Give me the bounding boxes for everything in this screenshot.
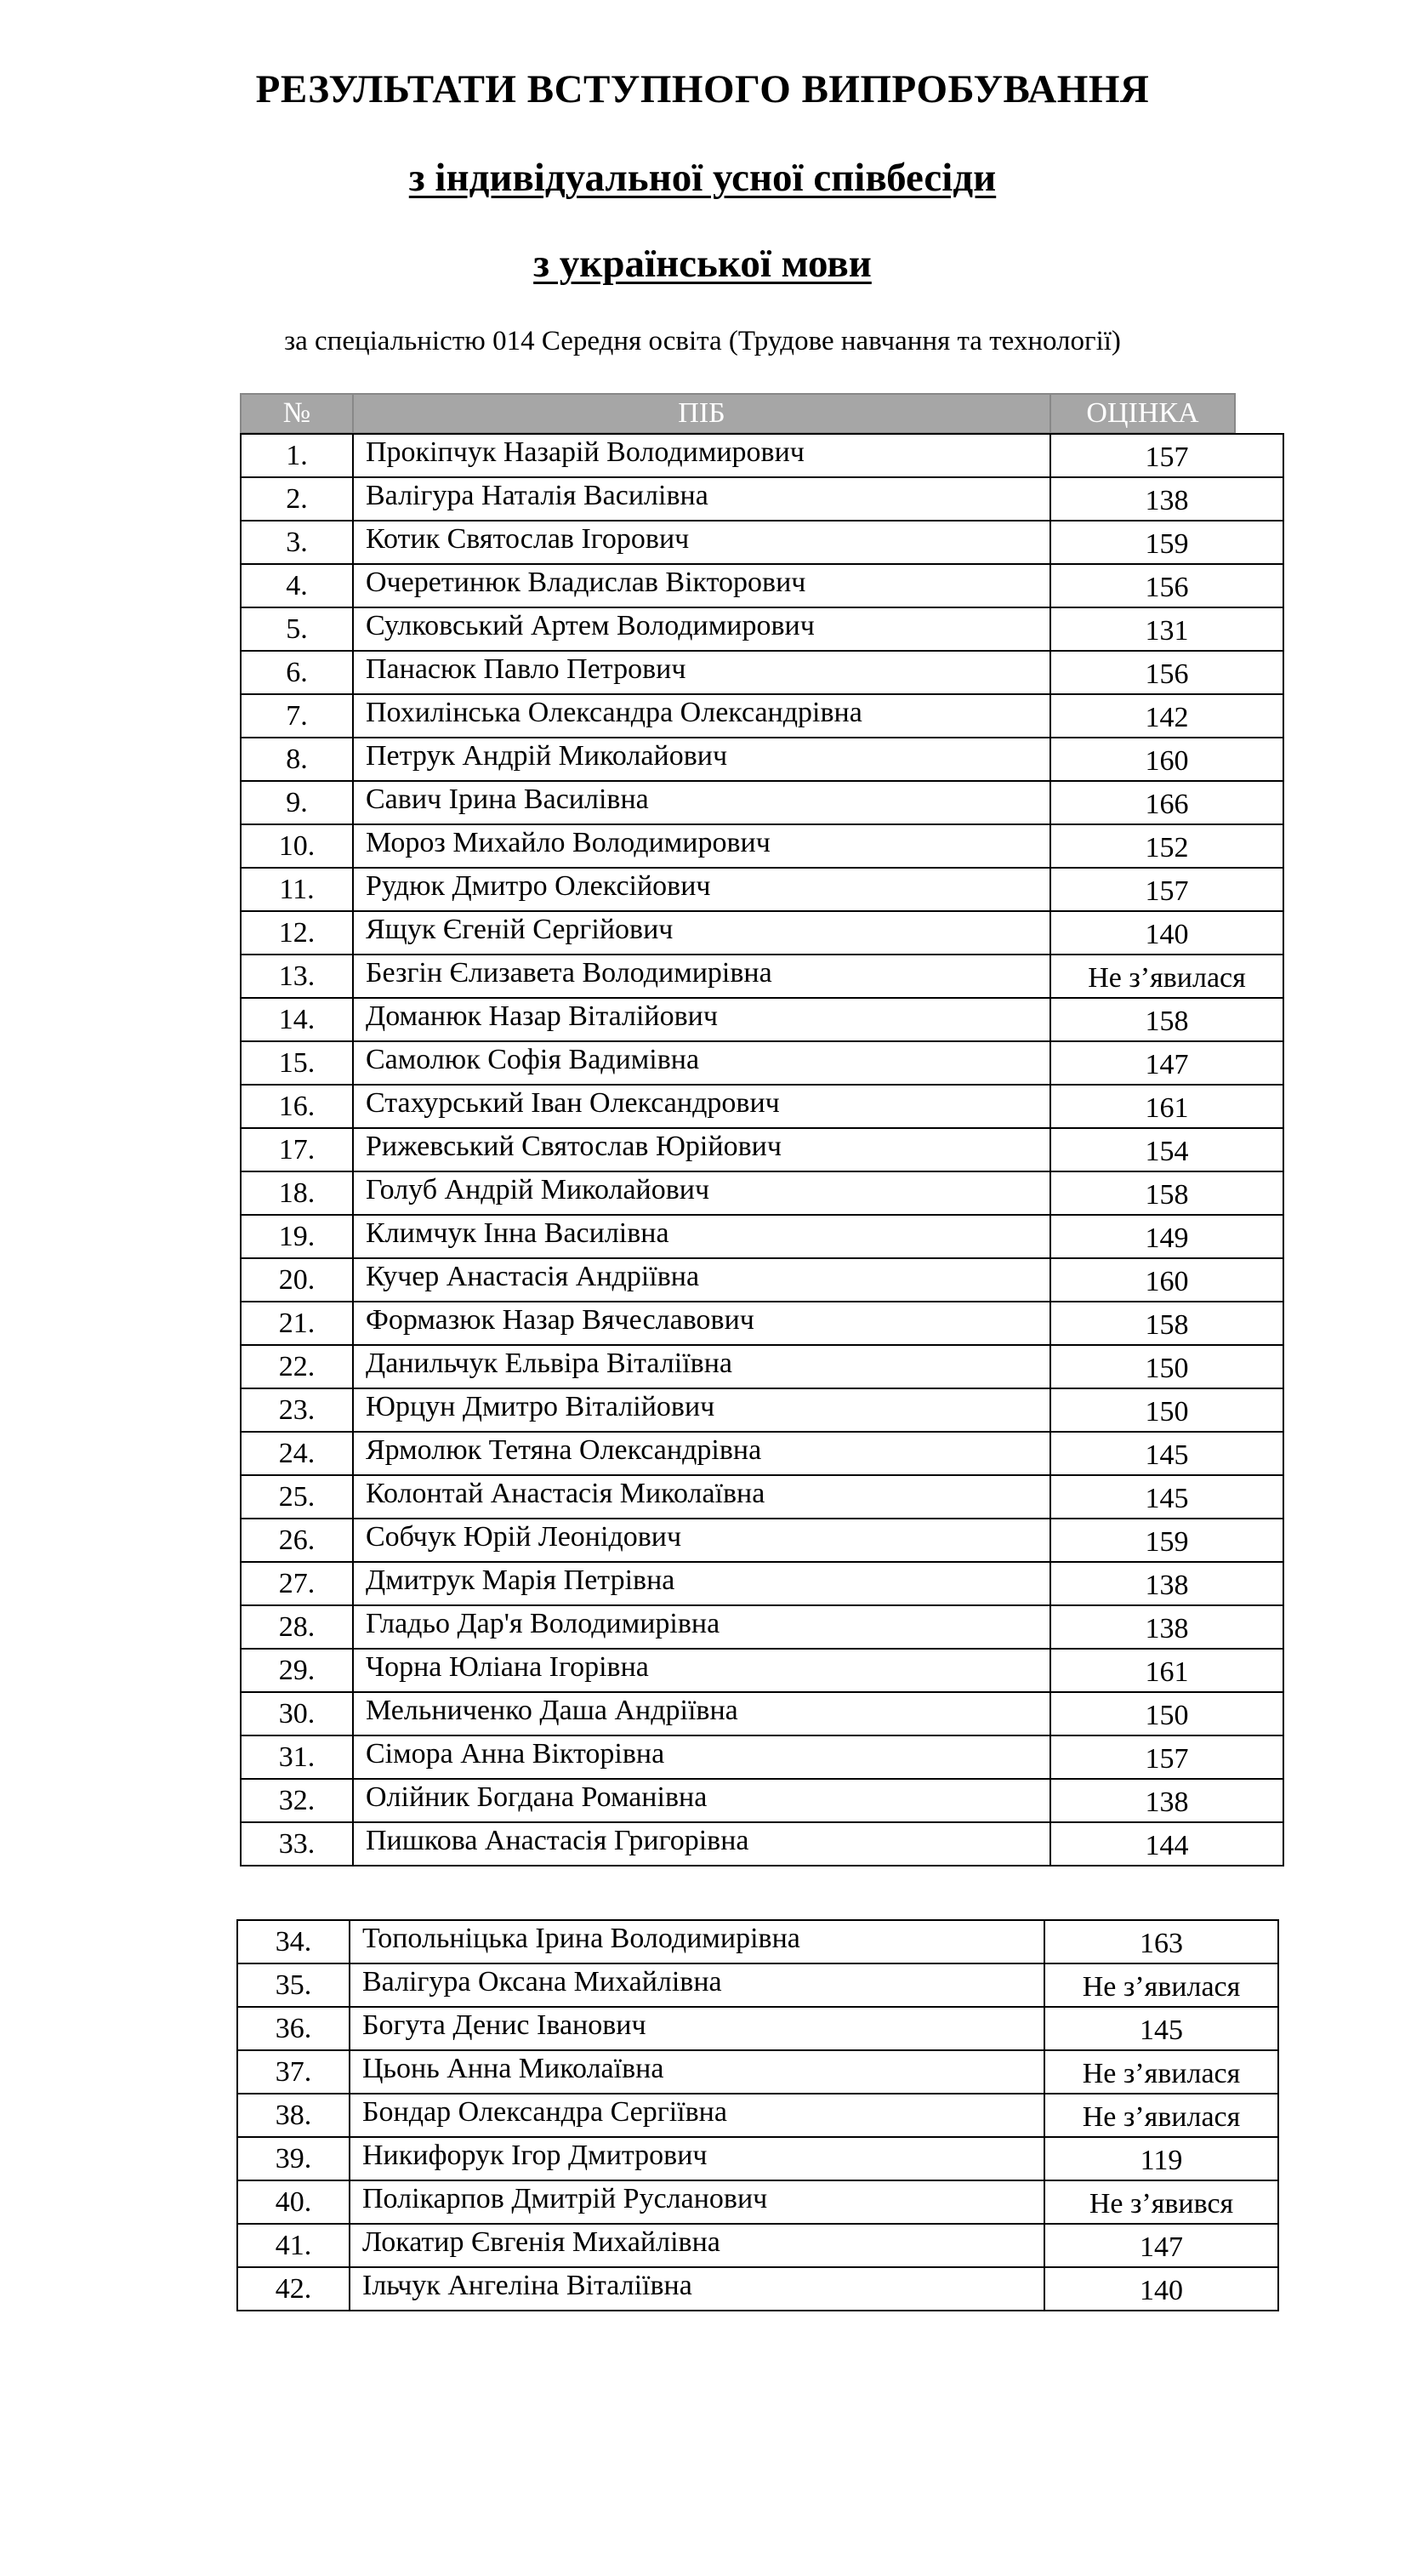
cell-score: 156 xyxy=(1050,651,1283,694)
header-num: № xyxy=(241,394,353,433)
table-row xyxy=(241,477,1283,521)
cell-num: 23. xyxy=(241,1388,353,1432)
cell-num: 41. xyxy=(237,2224,350,2267)
specialty-line: за спеціальністю 014 Середня освіта (Трудове навчання та технології) xyxy=(284,326,1121,356)
cell-num: 25. xyxy=(241,1475,353,1519)
table-row xyxy=(237,2137,1278,2180)
table-row xyxy=(241,998,1283,1041)
table-row xyxy=(241,434,1283,477)
cell-score: Не з’явився xyxy=(1044,2180,1278,2224)
cell-score: 158 xyxy=(1050,1302,1283,1345)
cell-name: Полікарпов Дмитрій Русланович xyxy=(350,2180,1044,2224)
cell-num: 3. xyxy=(241,521,353,564)
cell-name: Богута Денис Іванович xyxy=(350,2007,1044,2050)
cell-score: 150 xyxy=(1050,1388,1283,1432)
cell-num: 24. xyxy=(241,1432,353,1475)
table-row xyxy=(241,1302,1283,1345)
cell-num: 38. xyxy=(237,2094,350,2137)
table-row xyxy=(241,1041,1283,1085)
cell-score: 145 xyxy=(1044,2007,1278,2050)
cell-num: 39. xyxy=(237,2137,350,2180)
cell-score: 145 xyxy=(1050,1475,1283,1519)
table-row xyxy=(241,1605,1283,1649)
table-row xyxy=(241,1258,1283,1302)
table-row xyxy=(241,824,1283,868)
cell-name: Цьонь Анна Миколаївна xyxy=(350,2050,1044,2094)
cell-name: Ільчук Ангеліна Віталіївна xyxy=(350,2267,1044,2311)
table-row xyxy=(241,1345,1283,1388)
cell-name: Сімора Анна Вікторівна xyxy=(353,1735,1050,1779)
cell-num: 32. xyxy=(241,1779,353,1822)
cell-name: Мельниченко Даша Андріївна xyxy=(353,1692,1050,1735)
cell-num: 26. xyxy=(241,1519,353,1562)
cell-num: 36. xyxy=(237,2007,350,2050)
cell-name: Олійник Богдана Романівна xyxy=(353,1779,1050,1822)
table-row xyxy=(237,2267,1278,2311)
table-row xyxy=(241,1215,1283,1258)
cell-name: Локатир Євгенія Михайлівна xyxy=(350,2224,1044,2267)
cell-score: Не з’явилася xyxy=(1044,2094,1278,2137)
table-row xyxy=(241,1388,1283,1432)
table-row xyxy=(241,955,1283,998)
cell-score: 147 xyxy=(1050,1041,1283,1085)
cell-score: 161 xyxy=(1050,1649,1283,1692)
cell-score: 149 xyxy=(1050,1215,1283,1258)
cell-score: 140 xyxy=(1044,2267,1278,2311)
cell-score: 138 xyxy=(1050,1562,1283,1605)
table-row xyxy=(241,1519,1283,1562)
cell-name: Самолюк Софія Вадимівна xyxy=(353,1041,1050,1085)
cell-num: 18. xyxy=(241,1171,353,1215)
table-row xyxy=(241,1562,1283,1605)
cell-num: 4. xyxy=(241,564,353,607)
cell-num: 27. xyxy=(241,1562,353,1605)
cell-score: 157 xyxy=(1050,868,1283,911)
table-row xyxy=(237,1920,1278,1963)
table-row xyxy=(241,1649,1283,1692)
document-subtitle-subject: з української мови xyxy=(533,242,872,286)
cell-name: Похилінська Олександра Олександрівна xyxy=(353,694,1050,738)
cell-name: Бондар Олександра Сергіївна xyxy=(350,2094,1044,2137)
cell-num: 31. xyxy=(241,1735,353,1779)
cell-score: 131 xyxy=(1050,607,1283,651)
cell-name: Рудюк Дмитро Олексійович xyxy=(353,868,1050,911)
cell-score: 138 xyxy=(1050,1605,1283,1649)
cell-num: 19. xyxy=(241,1215,353,1258)
cell-num: 40. xyxy=(237,2180,350,2224)
cell-score: 138 xyxy=(1050,477,1283,521)
table-row xyxy=(241,1692,1283,1735)
cell-score: 160 xyxy=(1050,738,1283,781)
table-row xyxy=(237,2050,1278,2094)
cell-score: 145 xyxy=(1050,1432,1283,1475)
document-title: РЕЗУЛЬТАТИ ВСТУПНОГО ВИПРОБУВАННЯ xyxy=(255,67,1150,111)
cell-num: 42. xyxy=(237,2267,350,2311)
cell-name: Никифорук Ігор Дмитрович xyxy=(350,2137,1044,2180)
cell-name: Дмитрук Марія Петрівна xyxy=(353,1562,1050,1605)
cell-num: 5. xyxy=(241,607,353,651)
table-row xyxy=(241,564,1283,607)
cell-score: 154 xyxy=(1050,1128,1283,1171)
table-row xyxy=(241,781,1283,824)
cell-name: Рижевський Святослав Юрійович xyxy=(353,1128,1050,1171)
cell-num: 20. xyxy=(241,1258,353,1302)
cell-score: 157 xyxy=(1050,434,1283,477)
cell-name: Климчук Інна Василівна xyxy=(353,1215,1050,1258)
table-row xyxy=(237,2180,1278,2224)
table-row xyxy=(241,1171,1283,1215)
cell-name: Данильчук Ельвіра Віталіївна xyxy=(353,1345,1050,1388)
cell-name: Валігура Наталія Василівна xyxy=(353,477,1050,521)
cell-name: Гладьо Дар'я Володимирівна xyxy=(353,1605,1050,1649)
cell-score: 159 xyxy=(1050,1519,1283,1562)
cell-score: 144 xyxy=(1050,1822,1283,1866)
cell-name: Ярмолюк Тетяна Олександрівна xyxy=(353,1432,1050,1475)
cell-num: 35. xyxy=(237,1963,350,2007)
cell-score: 160 xyxy=(1050,1258,1283,1302)
cell-score: 161 xyxy=(1050,1085,1283,1128)
cell-num: 10. xyxy=(241,824,353,868)
cell-num: 7. xyxy=(241,694,353,738)
cell-score: Не з’явилася xyxy=(1044,2050,1278,2094)
results-table-continued xyxy=(236,1919,1279,2311)
cell-score: Не з’явилася xyxy=(1050,955,1283,998)
table-row xyxy=(241,1085,1283,1128)
table-row xyxy=(241,868,1283,911)
cell-score: 138 xyxy=(1050,1779,1283,1822)
cell-num: 33. xyxy=(241,1822,353,1866)
cell-num: 22. xyxy=(241,1345,353,1388)
cell-score: Не з’явилася xyxy=(1044,1963,1278,2007)
table-row xyxy=(241,651,1283,694)
table-row xyxy=(237,1963,1278,2007)
table-row xyxy=(241,694,1283,738)
cell-num: 21. xyxy=(241,1302,353,1345)
cell-name: Кучер Анастасія Андріївна xyxy=(353,1258,1050,1302)
cell-num: 37. xyxy=(237,2050,350,2094)
cell-name: Петрук Андрій Миколайович xyxy=(353,738,1050,781)
cell-score: 147 xyxy=(1044,2224,1278,2267)
table-row xyxy=(241,1735,1283,1779)
table-row xyxy=(241,1822,1283,1866)
cell-name: Ящук Єгеній Сергійович xyxy=(353,911,1050,955)
table-row xyxy=(237,2224,1278,2267)
cell-num: 9. xyxy=(241,781,353,824)
table-row xyxy=(241,1432,1283,1475)
cell-name: Формазюк Назар Вячеславович xyxy=(353,1302,1050,1345)
table-row xyxy=(241,911,1283,955)
cell-name: Безгін Єлизавета Володимирівна xyxy=(353,955,1050,998)
cell-name: Пишкова Анастасія Григорівна xyxy=(353,1822,1050,1866)
header-name: ПІБ xyxy=(353,394,1050,433)
results-table-header xyxy=(240,393,1236,434)
table-row xyxy=(237,2007,1278,2050)
cell-name: Собчук Юрій Леонідович xyxy=(353,1519,1050,1562)
cell-num: 2. xyxy=(241,477,353,521)
table-row xyxy=(241,738,1283,781)
cell-name: Колонтай Анастасія Миколаївна xyxy=(353,1475,1050,1519)
cell-num: 15. xyxy=(241,1041,353,1085)
cell-score: 142 xyxy=(1050,694,1283,738)
cell-score: 158 xyxy=(1050,998,1283,1041)
cell-score: 159 xyxy=(1050,521,1283,564)
cell-name: Прокіпчук Назарій Володимирович xyxy=(353,434,1050,477)
cell-score: 163 xyxy=(1044,1920,1278,1963)
cell-num: 14. xyxy=(241,998,353,1041)
cell-num: 16. xyxy=(241,1085,353,1128)
cell-name: Мороз Михайло Володимирович xyxy=(353,824,1050,868)
header-score: ОЦІНКА xyxy=(1050,394,1235,433)
cell-name: Очеретинюк Владислав Вікторович xyxy=(353,564,1050,607)
cell-name: Юрцун Дмитро Віталійович xyxy=(353,1388,1050,1432)
cell-num: 11. xyxy=(241,868,353,911)
cell-num: 30. xyxy=(241,1692,353,1735)
cell-num: 6. xyxy=(241,651,353,694)
document-subtitle-interview: з індивідуальної усної співбесіди xyxy=(408,156,997,200)
table-row xyxy=(241,1779,1283,1822)
table-row xyxy=(241,1475,1283,1519)
cell-name: Панасюк Павло Петрович xyxy=(353,651,1050,694)
cell-score: 158 xyxy=(1050,1171,1283,1215)
cell-name: Стахурський Іван Олександрович xyxy=(353,1085,1050,1128)
cell-name: Чорна Юліана Ігорівна xyxy=(353,1649,1050,1692)
cell-num: 1. xyxy=(241,434,353,477)
cell-score: 166 xyxy=(1050,781,1283,824)
cell-name: Савич Ірина Василівна xyxy=(353,781,1050,824)
table-row xyxy=(237,2094,1278,2137)
cell-num: 34. xyxy=(237,1920,350,1963)
cell-score: 150 xyxy=(1050,1345,1283,1388)
table-row xyxy=(241,607,1283,651)
cell-name: Доманюк Назар Віталійович xyxy=(353,998,1050,1041)
cell-name: Сулковський Артем Володимирович xyxy=(353,607,1050,651)
cell-num: 17. xyxy=(241,1128,353,1171)
table-row xyxy=(241,1128,1283,1171)
cell-name: Котик Святослав Ігорович xyxy=(353,521,1050,564)
cell-num: 29. xyxy=(241,1649,353,1692)
cell-score: 156 xyxy=(1050,564,1283,607)
cell-score: 152 xyxy=(1050,824,1283,868)
cell-score: 150 xyxy=(1050,1692,1283,1735)
cell-name: Топольніцька Ірина Володимирівна xyxy=(350,1920,1044,1963)
cell-score: 157 xyxy=(1050,1735,1283,1779)
results-table xyxy=(240,433,1284,1866)
cell-num: 12. xyxy=(241,911,353,955)
cell-num: 28. xyxy=(241,1605,353,1649)
cell-name: Валігура Оксана Михайлівна xyxy=(350,1963,1044,2007)
cell-num: 13. xyxy=(241,955,353,998)
cell-num: 8. xyxy=(241,738,353,781)
cell-name: Голуб Андрій Миколайович xyxy=(353,1171,1050,1215)
cell-score: 140 xyxy=(1050,911,1283,955)
cell-score: 119 xyxy=(1044,2137,1278,2180)
table-row xyxy=(241,521,1283,564)
